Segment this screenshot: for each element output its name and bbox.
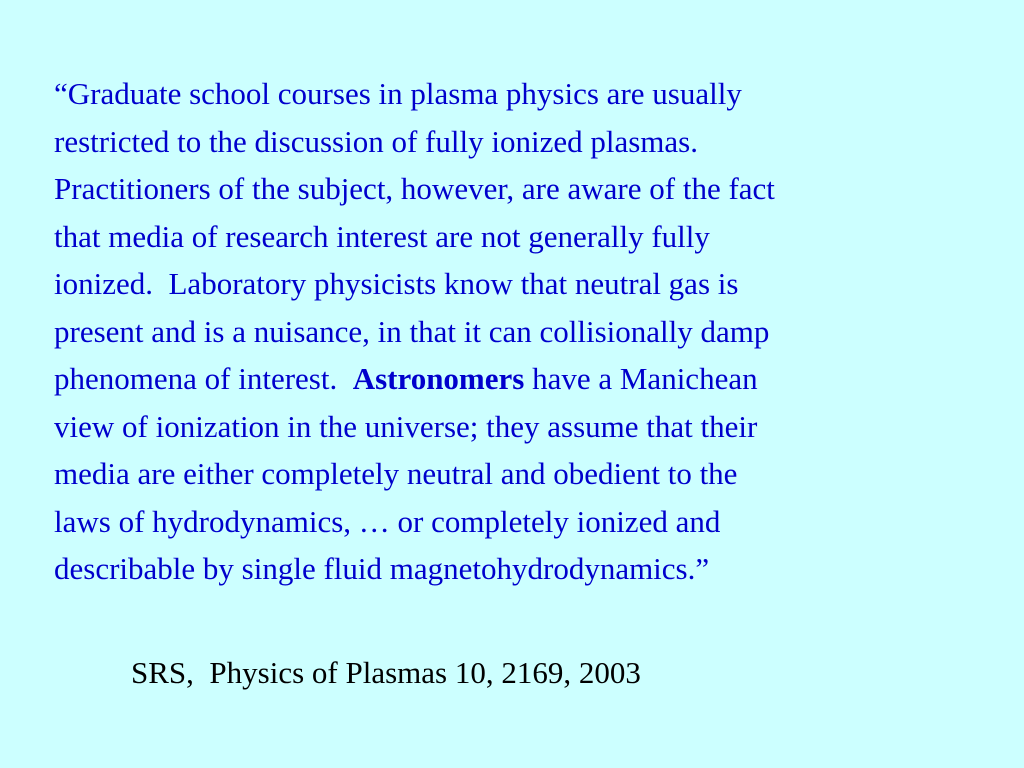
quote-line-7	[54, 355, 1004, 403]
quote-line-8: view of ionization in the universe; they assume that their	[54, 408, 758, 444]
quote-line-6: present and is a nuisance, in that it can collisionally damp	[54, 313, 770, 349]
quote-line-7-start: phenomena of interest.	[54, 361, 353, 396]
quote-line-3: Practitioners of the subject, however, are aware of the fact	[54, 171, 775, 206]
quote-line-10: laws of hydrodynamics, … or completely ionized and	[54, 503, 721, 539]
quote-line-1: “Graduate school courses in plasma physics are usually	[54, 76, 742, 111]
quote-line-5: ionized. Laboratory physicists know that neutral gas is	[54, 266, 739, 301]
quote-line-7-end: have a Manichean	[524, 361, 758, 396]
quote-line-11: describable by single fluid magnetohydrodynamics.”	[54, 551, 710, 586]
astronomers-emphasis: Astronomers	[352, 361, 525, 396]
quote-line-4: that media of research interest are not generally fully	[54, 218, 710, 254]
citation: SRS, Physics of Plasmas 10, 2169, 2003	[131, 655, 641, 690]
quote-line-2: restricted to the discussion of fully ionized plasmas.	[54, 123, 698, 159]
quote-text	[54, 70, 1004, 593]
quote-line-9: media are either completely neutral and obedient to the	[54, 456, 738, 491]
